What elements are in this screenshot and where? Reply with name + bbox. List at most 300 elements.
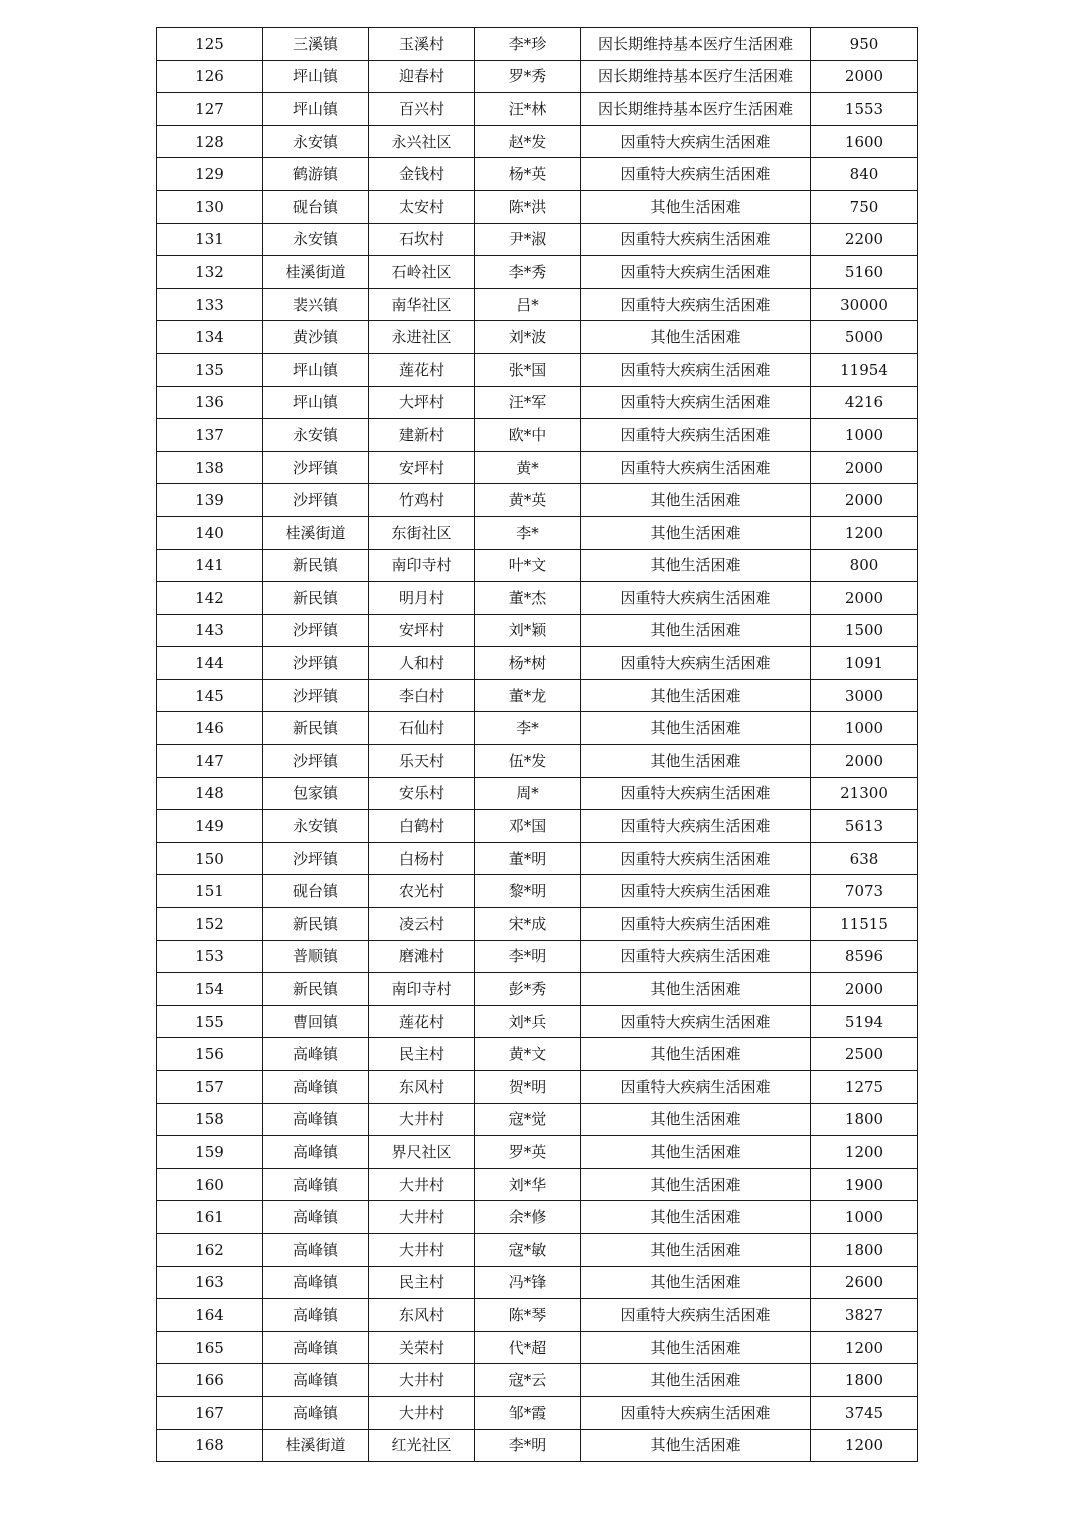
town-cell: 永安镇 (263, 125, 369, 158)
village-cell: 大坪村 (369, 386, 475, 419)
amount-cell: 1275 (811, 1071, 918, 1104)
village-cell: 红光社区 (369, 1429, 475, 1462)
hardship-reason-cell: 因重特大疾病生活困难 (581, 908, 811, 941)
recipient-name-cell: 刘*兵 (475, 1005, 581, 1038)
village-cell: 石坎村 (369, 223, 475, 256)
hardship-reason-cell: 其他生活困难 (581, 1266, 811, 1299)
table-row (157, 288, 918, 321)
hardship-reason-cell: 因重特大疾病生活困难 (581, 1071, 811, 1104)
village-cell: 白杨村 (369, 842, 475, 875)
village-cell: 磨滩村 (369, 940, 475, 973)
amount-cell: 5194 (811, 1005, 918, 1038)
village-cell: 大井村 (369, 1168, 475, 1201)
town-cell: 高峰镇 (263, 1168, 369, 1201)
table-row (157, 1071, 918, 1104)
table-row (157, 190, 918, 223)
recipient-name-cell: 贺*明 (475, 1071, 581, 1104)
row-number-cell: 148 (157, 777, 263, 810)
amount-cell: 1800 (811, 1103, 918, 1136)
table-row (157, 1331, 918, 1364)
recipient-name-cell: 叶*文 (475, 549, 581, 582)
amount-cell: 1200 (811, 1429, 918, 1462)
amount-cell: 800 (811, 549, 918, 582)
town-cell: 坪山镇 (263, 386, 369, 419)
table-row (157, 419, 918, 452)
hardship-reason-cell: 因长期维持基本医疗生活困难 (581, 60, 811, 93)
row-number-cell: 134 (157, 321, 263, 354)
amount-cell: 1800 (811, 1364, 918, 1397)
hardship-reason-cell: 因重特大疾病生活困难 (581, 940, 811, 973)
table-row (157, 484, 918, 517)
table-row (157, 1005, 918, 1038)
recipient-name-cell: 罗*秀 (475, 60, 581, 93)
town-cell: 高峰镇 (263, 1038, 369, 1071)
amount-cell: 1500 (811, 614, 918, 647)
row-number-cell: 126 (157, 60, 263, 93)
hardship-reason-cell: 因重特大疾病生活困难 (581, 582, 811, 615)
village-cell: 安坪村 (369, 614, 475, 647)
amount-cell: 1800 (811, 1233, 918, 1266)
table-row (157, 810, 918, 843)
hardship-reason-cell: 因重特大疾病生活困难 (581, 451, 811, 484)
table-row (157, 256, 918, 289)
hardship-reason-cell: 因重特大疾病生活困难 (581, 158, 811, 191)
town-cell: 新民镇 (263, 973, 369, 1006)
hardship-reason-cell: 其他生活困难 (581, 1103, 811, 1136)
village-cell: 大井村 (369, 1201, 475, 1234)
village-cell: 安坪村 (369, 451, 475, 484)
row-number-cell: 160 (157, 1168, 263, 1201)
hardship-reason-cell: 其他生活困难 (581, 321, 811, 354)
village-cell: 明月村 (369, 582, 475, 615)
amount-cell: 1000 (811, 419, 918, 452)
amount-cell: 950 (811, 28, 918, 61)
table-row (157, 549, 918, 582)
recipient-name-cell: 陈*洪 (475, 190, 581, 223)
village-cell: 永兴社区 (369, 125, 475, 158)
town-cell: 坪山镇 (263, 353, 369, 386)
hardship-reason-cell: 因重特大疾病生活困难 (581, 842, 811, 875)
hardship-reason-cell: 因长期维持基本医疗生活困难 (581, 93, 811, 126)
town-cell: 永安镇 (263, 419, 369, 452)
town-cell: 沙坪镇 (263, 679, 369, 712)
village-cell: 南印寺村 (369, 973, 475, 1006)
recipient-name-cell: 寇*云 (475, 1364, 581, 1397)
table-row (157, 582, 918, 615)
row-number-cell: 155 (157, 1005, 263, 1038)
town-cell: 高峰镇 (263, 1233, 369, 1266)
recipient-name-cell: 汪*军 (475, 386, 581, 419)
recipient-name-cell: 董*龙 (475, 679, 581, 712)
recipient-name-cell: 余*修 (475, 1201, 581, 1234)
village-cell: 金钱村 (369, 158, 475, 191)
village-cell: 永进社区 (369, 321, 475, 354)
recipient-name-cell: 李* (475, 516, 581, 549)
village-cell: 大井村 (369, 1233, 475, 1266)
hardship-reason-cell: 其他生活困难 (581, 484, 811, 517)
town-cell: 高峰镇 (263, 1103, 369, 1136)
amount-cell: 1200 (811, 1331, 918, 1364)
recipient-name-cell: 陈*琴 (475, 1299, 581, 1332)
row-number-cell: 131 (157, 223, 263, 256)
town-cell: 砚台镇 (263, 190, 369, 223)
recipient-name-cell: 李*秀 (475, 256, 581, 289)
town-cell: 桂溪街道 (263, 256, 369, 289)
table-row (157, 1038, 918, 1071)
recipient-name-cell: 伍*发 (475, 745, 581, 778)
town-cell: 高峰镇 (263, 1396, 369, 1429)
village-cell: 大井村 (369, 1103, 475, 1136)
recipient-name-cell: 刘*颖 (475, 614, 581, 647)
village-cell: 凌云村 (369, 908, 475, 941)
town-cell: 包家镇 (263, 777, 369, 810)
town-cell: 高峰镇 (263, 1201, 369, 1234)
village-cell: 东风村 (369, 1299, 475, 1332)
table-row (157, 1364, 918, 1397)
hardship-reason-cell: 其他生活困难 (581, 1429, 811, 1462)
recipient-name-cell: 代*超 (475, 1331, 581, 1364)
amount-cell: 4216 (811, 386, 918, 419)
village-cell: 大井村 (369, 1396, 475, 1429)
town-cell: 沙坪镇 (263, 647, 369, 680)
table-row (157, 516, 918, 549)
amount-cell: 638 (811, 842, 918, 875)
recipient-name-cell: 彭*秀 (475, 973, 581, 1006)
row-number-cell: 128 (157, 125, 263, 158)
amount-cell: 1200 (811, 1136, 918, 1169)
hardship-reason-cell: 其他生活困难 (581, 1168, 811, 1201)
town-cell: 坪山镇 (263, 60, 369, 93)
town-cell: 永安镇 (263, 223, 369, 256)
row-number-cell: 140 (157, 516, 263, 549)
recipient-name-cell: 尹*淑 (475, 223, 581, 256)
village-cell: 东风村 (369, 1071, 475, 1104)
hardship-reason-cell: 其他生活困难 (581, 516, 811, 549)
amount-cell: 1091 (811, 647, 918, 680)
village-cell: 石岭社区 (369, 256, 475, 289)
town-cell: 黄沙镇 (263, 321, 369, 354)
table-row (157, 1103, 918, 1136)
town-cell: 桂溪街道 (263, 1429, 369, 1462)
village-cell: 玉溪村 (369, 28, 475, 61)
amount-cell: 5613 (811, 810, 918, 843)
table-row (157, 1299, 918, 1332)
recipient-name-cell: 刘*波 (475, 321, 581, 354)
hardship-reason-cell: 其他生活困难 (581, 1136, 811, 1169)
town-cell: 沙坪镇 (263, 745, 369, 778)
row-number-cell: 157 (157, 1071, 263, 1104)
hardship-reason-cell: 其他生活困难 (581, 1331, 811, 1364)
hardship-reason-cell: 因重特大疾病生活困难 (581, 647, 811, 680)
recipient-name-cell: 宋*成 (475, 908, 581, 941)
recipient-name-cell: 寇*敏 (475, 1233, 581, 1266)
recipient-name-cell: 吕* (475, 288, 581, 321)
table-row (157, 1396, 918, 1429)
recipient-name-cell: 李*明 (475, 940, 581, 973)
recipient-name-cell: 黄* (475, 451, 581, 484)
amount-cell: 2000 (811, 745, 918, 778)
recipient-name-cell: 李*明 (475, 1429, 581, 1462)
row-number-cell: 143 (157, 614, 263, 647)
hardship-reason-cell: 其他生活困难 (581, 549, 811, 582)
row-number-cell: 136 (157, 386, 263, 419)
town-cell: 普顺镇 (263, 940, 369, 973)
recipient-name-cell: 黎*明 (475, 875, 581, 908)
table-row (157, 940, 918, 973)
row-number-cell: 166 (157, 1364, 263, 1397)
hardship-reason-cell: 因重特大疾病生活困难 (581, 223, 811, 256)
town-cell: 砚台镇 (263, 875, 369, 908)
hardship-reason-cell: 其他生活困难 (581, 1038, 811, 1071)
town-cell: 坪山镇 (263, 93, 369, 126)
amount-cell: 2000 (811, 973, 918, 1006)
table-row (157, 973, 918, 1006)
recipient-name-cell: 赵*发 (475, 125, 581, 158)
hardship-reason-cell: 其他生活困难 (581, 973, 811, 1006)
village-cell: 莲花村 (369, 1005, 475, 1038)
hardship-reason-cell: 因重特大疾病生活困难 (581, 777, 811, 810)
town-cell: 裴兴镇 (263, 288, 369, 321)
hardship-reason-cell: 因重特大疾病生活困难 (581, 256, 811, 289)
row-number-cell: 163 (157, 1266, 263, 1299)
row-number-cell: 146 (157, 712, 263, 745)
row-number-cell: 141 (157, 549, 263, 582)
table-row (157, 125, 918, 158)
amount-cell: 7073 (811, 875, 918, 908)
hardship-reason-cell: 因重特大疾病生活困难 (581, 288, 811, 321)
town-cell: 沙坪镇 (263, 484, 369, 517)
table-row (157, 647, 918, 680)
village-cell: 建新村 (369, 419, 475, 452)
recipient-name-cell: 汪*林 (475, 93, 581, 126)
amount-cell: 11954 (811, 353, 918, 386)
row-number-cell: 130 (157, 190, 263, 223)
row-number-cell: 156 (157, 1038, 263, 1071)
amount-cell: 2000 (811, 582, 918, 615)
hardship-reason-cell: 因重特大疾病生活困难 (581, 125, 811, 158)
amount-cell: 1900 (811, 1168, 918, 1201)
table-row (157, 386, 918, 419)
town-cell: 沙坪镇 (263, 451, 369, 484)
row-number-cell: 152 (157, 908, 263, 941)
row-number-cell: 151 (157, 875, 263, 908)
town-cell: 高峰镇 (263, 1136, 369, 1169)
village-cell: 南印寺村 (369, 549, 475, 582)
hardship-reason-cell: 其他生活困难 (581, 1233, 811, 1266)
town-cell: 新民镇 (263, 549, 369, 582)
village-cell: 莲花村 (369, 353, 475, 386)
village-cell: 民主村 (369, 1038, 475, 1071)
town-cell: 高峰镇 (263, 1266, 369, 1299)
table-row (157, 93, 918, 126)
amount-cell: 1600 (811, 125, 918, 158)
row-number-cell: 132 (157, 256, 263, 289)
recipient-name-cell: 欧*中 (475, 419, 581, 452)
recipient-name-cell: 冯*锋 (475, 1266, 581, 1299)
town-cell: 沙坪镇 (263, 614, 369, 647)
recipient-name-cell: 杨*英 (475, 158, 581, 191)
amount-cell: 3000 (811, 679, 918, 712)
amount-cell: 5160 (811, 256, 918, 289)
row-number-cell: 162 (157, 1233, 263, 1266)
hardship-reason-cell: 因重特大疾病生活困难 (581, 875, 811, 908)
row-number-cell: 158 (157, 1103, 263, 1136)
town-cell: 高峰镇 (263, 1299, 369, 1332)
row-number-cell: 147 (157, 745, 263, 778)
table-row (157, 223, 918, 256)
table-body (157, 28, 918, 1462)
amount-cell: 3827 (811, 1299, 918, 1332)
village-cell: 人和村 (369, 647, 475, 680)
amount-cell: 2000 (811, 484, 918, 517)
row-number-cell: 133 (157, 288, 263, 321)
table-row (157, 842, 918, 875)
amount-cell: 1000 (811, 1201, 918, 1234)
row-number-cell: 135 (157, 353, 263, 386)
recipient-name-cell: 黄*文 (475, 1038, 581, 1071)
table-row (157, 1136, 918, 1169)
table-row (157, 875, 918, 908)
row-number-cell: 139 (157, 484, 263, 517)
table-row (157, 28, 918, 61)
hardship-reason-cell: 其他生活困难 (581, 679, 811, 712)
village-cell: 李白村 (369, 679, 475, 712)
table-row (157, 1429, 918, 1462)
table-row (157, 745, 918, 778)
village-cell: 石仙村 (369, 712, 475, 745)
town-cell: 鹤游镇 (263, 158, 369, 191)
table-row (157, 353, 918, 386)
amount-cell: 750 (811, 190, 918, 223)
amount-cell: 8596 (811, 940, 918, 973)
amount-cell: 1200 (811, 516, 918, 549)
hardship-reason-cell: 因重特大疾病生活困难 (581, 1299, 811, 1332)
row-number-cell: 153 (157, 940, 263, 973)
row-number-cell: 164 (157, 1299, 263, 1332)
town-cell: 永安镇 (263, 810, 369, 843)
town-cell: 高峰镇 (263, 1071, 369, 1104)
recipient-name-cell: 邹*霞 (475, 1396, 581, 1429)
hardship-reason-cell: 因重特大疾病生活困难 (581, 386, 811, 419)
recipient-name-cell: 黄*英 (475, 484, 581, 517)
amount-cell: 2500 (811, 1038, 918, 1071)
row-number-cell: 167 (157, 1396, 263, 1429)
village-cell: 农光村 (369, 875, 475, 908)
table-row (157, 712, 918, 745)
village-cell: 界尺社区 (369, 1136, 475, 1169)
amount-cell: 5000 (811, 321, 918, 354)
table-row (157, 451, 918, 484)
row-number-cell: 127 (157, 93, 263, 126)
town-cell: 新民镇 (263, 908, 369, 941)
town-cell: 新民镇 (263, 712, 369, 745)
table-row (157, 614, 918, 647)
recipient-name-cell: 李*珍 (475, 28, 581, 61)
recipient-name-cell: 董*杰 (475, 582, 581, 615)
table-row (157, 777, 918, 810)
hardship-reason-cell: 因长期维持基本医疗生活困难 (581, 28, 811, 61)
town-cell: 高峰镇 (263, 1331, 369, 1364)
amount-cell: 30000 (811, 288, 918, 321)
table-row (157, 908, 918, 941)
hardship-reason-cell: 其他生活困难 (581, 190, 811, 223)
row-number-cell: 159 (157, 1136, 263, 1169)
amount-cell: 2200 (811, 223, 918, 256)
town-cell: 曹回镇 (263, 1005, 369, 1038)
recipient-name-cell: 罗*英 (475, 1136, 581, 1169)
town-cell: 三溪镇 (263, 28, 369, 61)
table-row (157, 321, 918, 354)
table-row (157, 158, 918, 191)
row-number-cell: 150 (157, 842, 263, 875)
village-cell: 南华社区 (369, 288, 475, 321)
row-number-cell: 154 (157, 973, 263, 1006)
table-row (157, 1201, 918, 1234)
row-number-cell: 129 (157, 158, 263, 191)
village-cell: 民主村 (369, 1266, 475, 1299)
amount-cell: 1553 (811, 93, 918, 126)
relief-recipient-table (156, 27, 918, 1462)
table-row (157, 1168, 918, 1201)
town-cell: 桂溪街道 (263, 516, 369, 549)
table-row (157, 1233, 918, 1266)
recipient-name-cell: 杨*树 (475, 647, 581, 680)
hardship-reason-cell: 其他生活困难 (581, 614, 811, 647)
recipient-name-cell: 刘*华 (475, 1168, 581, 1201)
town-cell: 高峰镇 (263, 1364, 369, 1397)
hardship-reason-cell: 因重特大疾病生活困难 (581, 810, 811, 843)
hardship-reason-cell: 其他生活困难 (581, 712, 811, 745)
amount-cell: 21300 (811, 777, 918, 810)
village-cell: 安乐村 (369, 777, 475, 810)
town-cell: 新民镇 (263, 582, 369, 615)
row-number-cell: 161 (157, 1201, 263, 1234)
village-cell: 白鹤村 (369, 810, 475, 843)
table-row (157, 1266, 918, 1299)
amount-cell: 11515 (811, 908, 918, 941)
recipient-name-cell: 周* (475, 777, 581, 810)
village-cell: 关荣村 (369, 1331, 475, 1364)
hardship-reason-cell: 其他生活困难 (581, 1364, 811, 1397)
recipient-name-cell: 寇*觉 (475, 1103, 581, 1136)
table-row (157, 679, 918, 712)
row-number-cell: 149 (157, 810, 263, 843)
village-cell: 乐天村 (369, 745, 475, 778)
hardship-reason-cell: 因重特大疾病生活困难 (581, 419, 811, 452)
row-number-cell: 145 (157, 679, 263, 712)
recipient-name-cell: 董*明 (475, 842, 581, 875)
village-cell: 迎春村 (369, 60, 475, 93)
row-number-cell: 168 (157, 1429, 263, 1462)
amount-cell: 3745 (811, 1396, 918, 1429)
amount-cell: 1000 (811, 712, 918, 745)
village-cell: 东街社区 (369, 516, 475, 549)
row-number-cell: 165 (157, 1331, 263, 1364)
row-number-cell: 142 (157, 582, 263, 615)
village-cell: 百兴村 (369, 93, 475, 126)
row-number-cell: 138 (157, 451, 263, 484)
hardship-reason-cell: 其他生活困难 (581, 745, 811, 778)
village-cell: 大井村 (369, 1364, 475, 1397)
amount-cell: 2000 (811, 60, 918, 93)
recipient-name-cell: 邓*国 (475, 810, 581, 843)
hardship-reason-cell: 因重特大疾病生活困难 (581, 1005, 811, 1038)
row-number-cell: 125 (157, 28, 263, 61)
town-cell: 沙坪镇 (263, 842, 369, 875)
recipient-name-cell: 张*国 (475, 353, 581, 386)
amount-cell: 840 (811, 158, 918, 191)
hardship-reason-cell: 因重特大疾病生活困难 (581, 1396, 811, 1429)
